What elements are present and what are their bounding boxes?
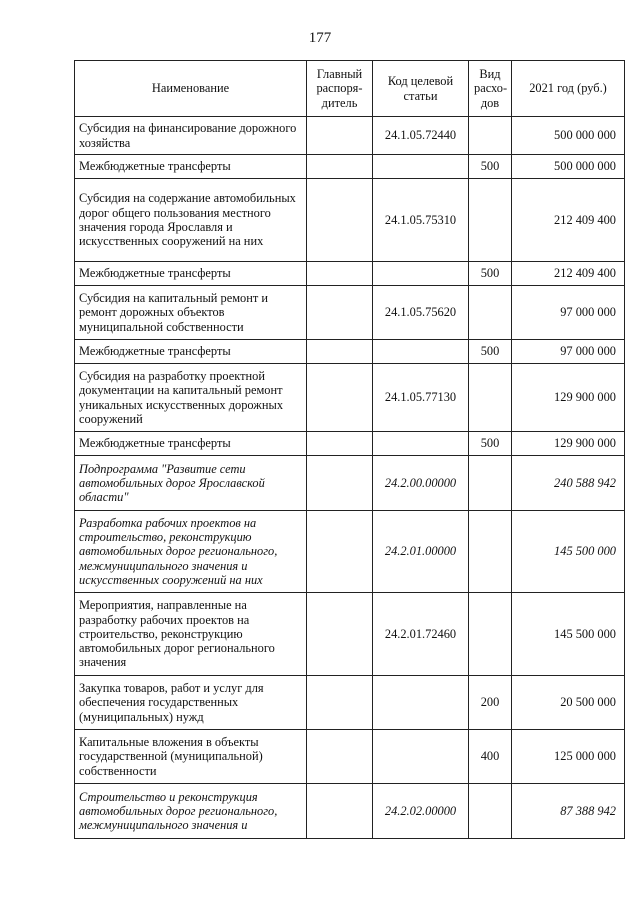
- row-amount: 500 000 000: [512, 155, 625, 179]
- table-row: [75, 784, 625, 839]
- row-name: Подпрограмма "Развитие сети автомобильных дорог Ярославской области": [75, 456, 307, 511]
- row-amount: 500 000 000: [512, 117, 625, 155]
- table-row: [75, 262, 625, 286]
- header-code: Код целевой статьи: [373, 61, 469, 117]
- row-kind: [469, 286, 512, 340]
- row-code: 24.2.01.72460: [373, 593, 469, 676]
- row-kind: [469, 364, 512, 432]
- row-code: 24.1.05.72440: [373, 117, 469, 155]
- row-name: Межбюджетные трансферты: [75, 340, 307, 364]
- row-kind: 400: [469, 730, 512, 784]
- table-row: [75, 286, 625, 340]
- row-amount: 212 409 400: [512, 262, 625, 286]
- row-name: Субсидия на капитальный ремонт и ремонт дорожных объектов муниципальной собственности: [75, 286, 307, 340]
- row-code: [373, 432, 469, 456]
- row-name: Закупка товаров, работ и услуг для обеспечения государственных (муниципальных) нужд: [75, 676, 307, 730]
- row-code: [373, 155, 469, 179]
- row-kind: 200: [469, 676, 512, 730]
- row-amount: 97 000 000: [512, 340, 625, 364]
- row-name: Субсидия на финансирование дорожного хозяйства: [75, 117, 307, 155]
- table-row: [75, 676, 625, 730]
- row-amount: 129 900 000: [512, 432, 625, 456]
- row-amount: 87 388 942: [512, 784, 625, 839]
- table-row: [75, 730, 625, 784]
- row-name: Межбюджетные трансферты: [75, 155, 307, 179]
- table-row: [75, 117, 625, 155]
- row-code: 24.2.02.00000: [373, 784, 469, 839]
- row-code: [373, 340, 469, 364]
- row-code: 24.1.05.75620: [373, 286, 469, 340]
- table-row: [75, 432, 625, 456]
- table-row: [75, 340, 625, 364]
- row-name: Межбюджетные трансферты: [75, 262, 307, 286]
- row-amount: 145 500 000: [512, 511, 625, 593]
- table-row: [75, 593, 625, 676]
- row-kind: [469, 456, 512, 511]
- row-amount: 240 588 942: [512, 456, 625, 511]
- row-manager: [307, 364, 373, 432]
- row-manager: [307, 262, 373, 286]
- header-name: Наименование: [75, 61, 307, 117]
- table-row: [75, 511, 625, 593]
- row-amount: 145 500 000: [512, 593, 625, 676]
- row-amount: 20 500 000: [512, 676, 625, 730]
- row-code: [373, 676, 469, 730]
- row-code: [373, 262, 469, 286]
- row-manager: [307, 155, 373, 179]
- table-header-row: [75, 61, 625, 117]
- row-kind: 500: [469, 262, 512, 286]
- row-code: 24.1.05.77130: [373, 364, 469, 432]
- row-code: [373, 730, 469, 784]
- table-row: [75, 456, 625, 511]
- row-manager: [307, 432, 373, 456]
- row-amount: 212 409 400: [512, 179, 625, 262]
- header-manager: Главный распоря-дитель: [307, 61, 373, 117]
- row-name: Субсидия на разработку проектной документации на капитальный ремонт уникальных искусственных дорожных сооружений: [75, 364, 307, 432]
- row-manager: [307, 511, 373, 593]
- row-kind: [469, 784, 512, 839]
- row-manager: [307, 784, 373, 839]
- row-manager: [307, 286, 373, 340]
- row-kind: [469, 117, 512, 155]
- row-manager: [307, 117, 373, 155]
- row-amount: 97 000 000: [512, 286, 625, 340]
- row-name: Капитальные вложения в объекты государственной (муниципальной) собственности: [75, 730, 307, 784]
- table-row: [75, 364, 625, 432]
- header-amount: 2021 год (руб.): [512, 61, 625, 117]
- row-kind: [469, 593, 512, 676]
- row-manager: [307, 456, 373, 511]
- row-code: 24.1.05.75310: [373, 179, 469, 262]
- row-name: Субсидия на содержание автомобильных дорог общего пользования местного значения города Ярославля и искусственных сооружений на них: [75, 179, 307, 262]
- row-kind: [469, 179, 512, 262]
- row-manager: [307, 179, 373, 262]
- header-kind: Вид расхо-дов: [469, 61, 512, 117]
- table-row: [75, 155, 625, 179]
- row-kind: [469, 511, 512, 593]
- row-amount: 129 900 000: [512, 364, 625, 432]
- row-name: Разработка рабочих проектов на строительство, реконструкцию автомобильных дорог регионального, межмуниципального значения и искусственных сооружений на них: [75, 511, 307, 593]
- table-row: [75, 179, 625, 262]
- row-amount: 125 000 000: [512, 730, 625, 784]
- row-manager: [307, 730, 373, 784]
- row-name: Строительство и реконструкция автомобильных дорог регионального, межмуниципального значения и: [75, 784, 307, 839]
- row-manager: [307, 340, 373, 364]
- page-number: 177: [308, 30, 332, 46]
- row-name: Мероприятия, направленные на разработку рабочих проектов на строительство, реконструкцию автомобильных дорог регионального значения: [75, 593, 307, 676]
- row-kind: 500: [469, 340, 512, 364]
- row-manager: [307, 593, 373, 676]
- row-manager: [307, 676, 373, 730]
- budget-table: [74, 60, 625, 839]
- row-kind: 500: [469, 155, 512, 179]
- row-kind: 500: [469, 432, 512, 456]
- row-code: 24.2.01.00000: [373, 511, 469, 593]
- row-code: 24.2.00.00000: [373, 456, 469, 511]
- row-name: Межбюджетные трансферты: [75, 432, 307, 456]
